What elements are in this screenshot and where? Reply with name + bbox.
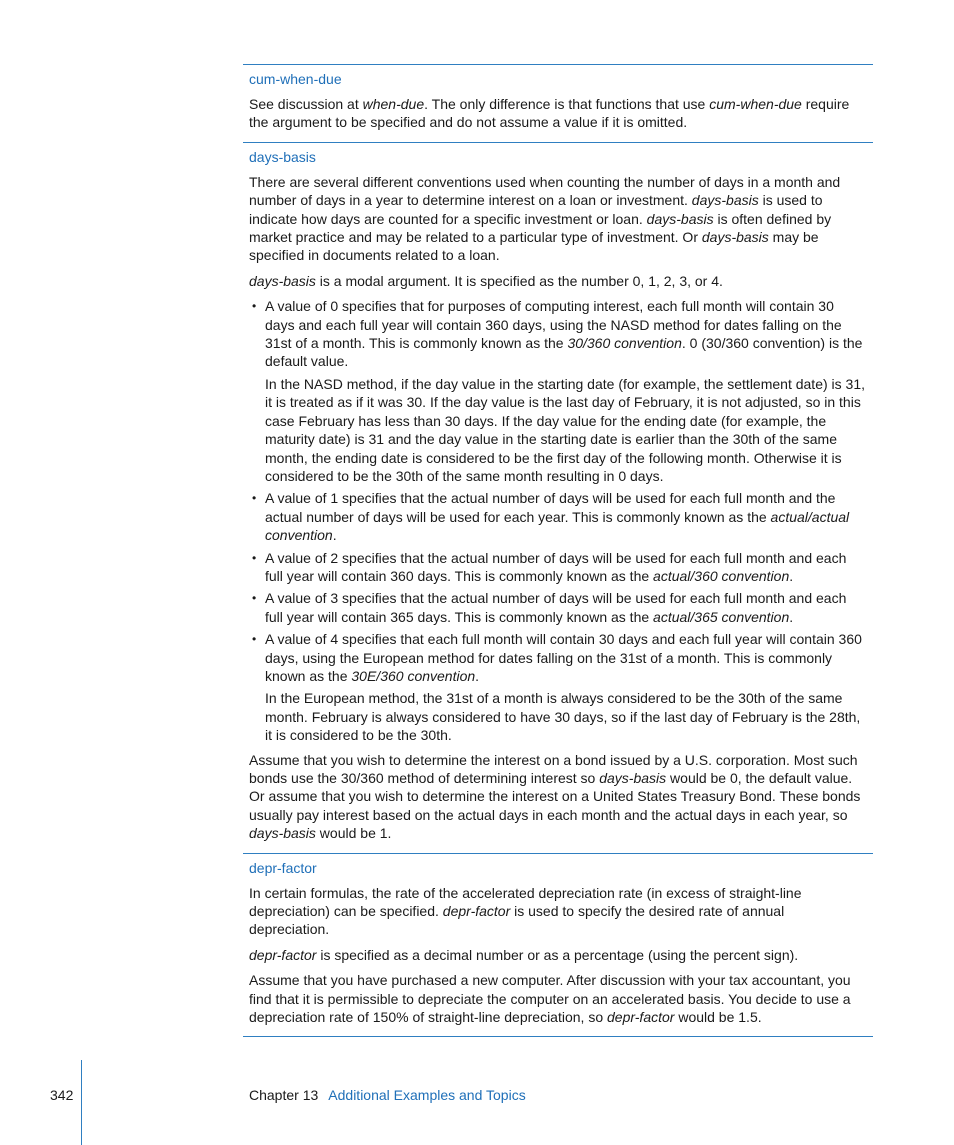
list-item — [249, 297, 867, 485]
text: is used to indicate how days are counted for a specific investment or loan. — [249, 192, 823, 227]
text-italic: days-basis — [646, 210, 714, 227]
paragraph — [265, 589, 867, 626]
text: would be 0, the default value. Or assume that you wish to determine the interest on a United States Treasury Bond. These bonds usually pay interest based on the actual days in each month and the actual days in each year, so — [249, 770, 861, 823]
text: See discussion at — [249, 96, 363, 112]
text-italic: 30E/360 convention — [351, 667, 476, 684]
text: A value of 3 specifies that the actual number of days will be used for each full month and each full year will contain 365 days. This is commonly known as the — [265, 590, 847, 625]
text: . — [475, 667, 480, 684]
footer-chapter — [249, 1087, 526, 1103]
chapter-title-link[interactable]: Additional Examples and Topics — [328, 1087, 526, 1103]
text-italic: depr-factor — [249, 946, 317, 963]
text: A value of 2 specifies that the actual number of days will be used for each full month and each full year will contain 360 days. This is commonly known as the — [265, 549, 847, 584]
glossary-column — [243, 64, 873, 1037]
text: A value of 4 specifies that each full month will contain 30 days and each full year will contain 360 days, using the European method for dates falling on the 31st of a month. This is commonly known as the — [265, 631, 862, 684]
text: Assume that you wish to determine the interest on a bond issued by a U.S. corporation. Most such bonds use the 30/360 method of determining interest so — [249, 751, 858, 786]
paragraph — [249, 95, 867, 132]
text: . The only difference is that functions that use — [424, 96, 710, 112]
text-italic: cum-when-due — [709, 96, 802, 112]
list-item — [249, 549, 867, 586]
paragraph — [249, 884, 867, 939]
text-italic: depr-factor — [607, 1009, 675, 1026]
paragraph — [265, 489, 867, 544]
term-heading: cum-when-due — [249, 71, 342, 87]
list-item — [249, 630, 867, 744]
section-cum-when-due — [243, 65, 873, 142]
text: is often defined by market practice and may be related to a particular type of investment. Or — [249, 210, 832, 246]
text-italic: when-due — [362, 96, 425, 112]
paragraph — [249, 971, 867, 1026]
text: require the argument to be specified and do not assume a value if it is omitted. — [249, 96, 850, 131]
text: . — [789, 567, 794, 584]
paragraph — [265, 549, 867, 586]
text-italic: days-basis — [691, 192, 759, 209]
term-heading: days-basis — [249, 148, 316, 165]
text-italic: days-basis — [701, 229, 769, 246]
list-item — [249, 589, 867, 626]
text-italic: depr-factor — [442, 903, 511, 920]
sub-paragraph: In the European method, the 31st of a month is always considered to be the 30th of the same month. February is always considered to have 30 days, so if the last day of February is the 28th, it is considered to be the 30th. — [265, 690, 861, 744]
text: In certain formulas, the rate of the accelerated depreciation rate (in excess of straight-line depreciation) can be specified. — [249, 884, 802, 920]
text: . — [789, 608, 794, 625]
paragraph — [249, 946, 867, 964]
chapter-label: Chapter 13 — [249, 1087, 319, 1103]
text-italic: actual/actual convention — [265, 508, 850, 544]
paragraph — [249, 173, 867, 265]
footer-divider — [81, 1060, 82, 1145]
paragraph — [249, 272, 867, 290]
text-italic: 30/360 convention — [567, 335, 682, 352]
text: may be specified in documents related to a loan. — [249, 229, 819, 264]
text: Assume that you have purchased a new computer. After discussion with your tax accountant, you find that it is permissible to depreciate the computer on an accelerated basis. You decide to use a depreciation rate of 150% of straight-line depreciation, so — [249, 972, 851, 1026]
text: . 0 (30/360 convention) is the default value. — [265, 335, 863, 370]
text: There are several different conventions used when counting the number of days in a month and number of days in a year to determine interest on a loan or investment. — [249, 173, 841, 209]
sub-paragraph: In the NASD method, if the day value in the starting date (for example, the settlement date) is 31, it is treated as if it was 30. If the day value is the last day of February, it is not adjusted, so in this case February has less than 30 days. If the day value for the ending date (for example, the maturity date) is 31 and the day value in the starting date is earlier than the 30th of the same month, the ending date is considered to be the first day of the following month. Otherwise it is considered to be the 30th of the same month resulting in 0 days. — [265, 375, 865, 484]
text: would be 1. — [315, 825, 392, 842]
paragraph — [249, 751, 867, 843]
section-depr-factor — [243, 854, 873, 1037]
text: is used to specify the desired rate of annual depreciation. — [249, 903, 785, 938]
text: A value of 1 specifies that the actual number of days will be used for each full month and the actual number of days will be used for each year. This is commonly known as the — [265, 490, 836, 525]
list-item — [249, 489, 867, 544]
text: is a modal argument. It is specified as the number 0, 1, 2, 3, or 4. — [315, 272, 723, 289]
page-number: 342 — [50, 1087, 74, 1103]
term-heading: depr-factor — [249, 859, 317, 876]
paragraph — [265, 630, 867, 685]
text-italic: actual/360 convention — [653, 567, 790, 584]
text: A value of 0 specifies that for purposes of computing interest, each full month will contain 30 days and each full year will contain 360 days, using the NASD method for dates falling on the 31st of a month. This is commonly known as the — [265, 298, 842, 352]
text: is specified as a decimal number or as a percentage (using the percent sign). — [316, 946, 799, 963]
text: . — [332, 527, 337, 544]
text-italic: days-basis — [249, 272, 316, 289]
text-italic: days-basis — [249, 825, 316, 842]
paragraph — [265, 297, 867, 371]
text-italic: days-basis — [599, 770, 667, 786]
section-divider — [243, 1036, 873, 1037]
text-italic: actual/365 convention — [653, 608, 790, 625]
bullet-list — [249, 297, 867, 744]
section-days-basis — [243, 143, 873, 853]
text: would be 1.5. — [674, 1009, 762, 1026]
